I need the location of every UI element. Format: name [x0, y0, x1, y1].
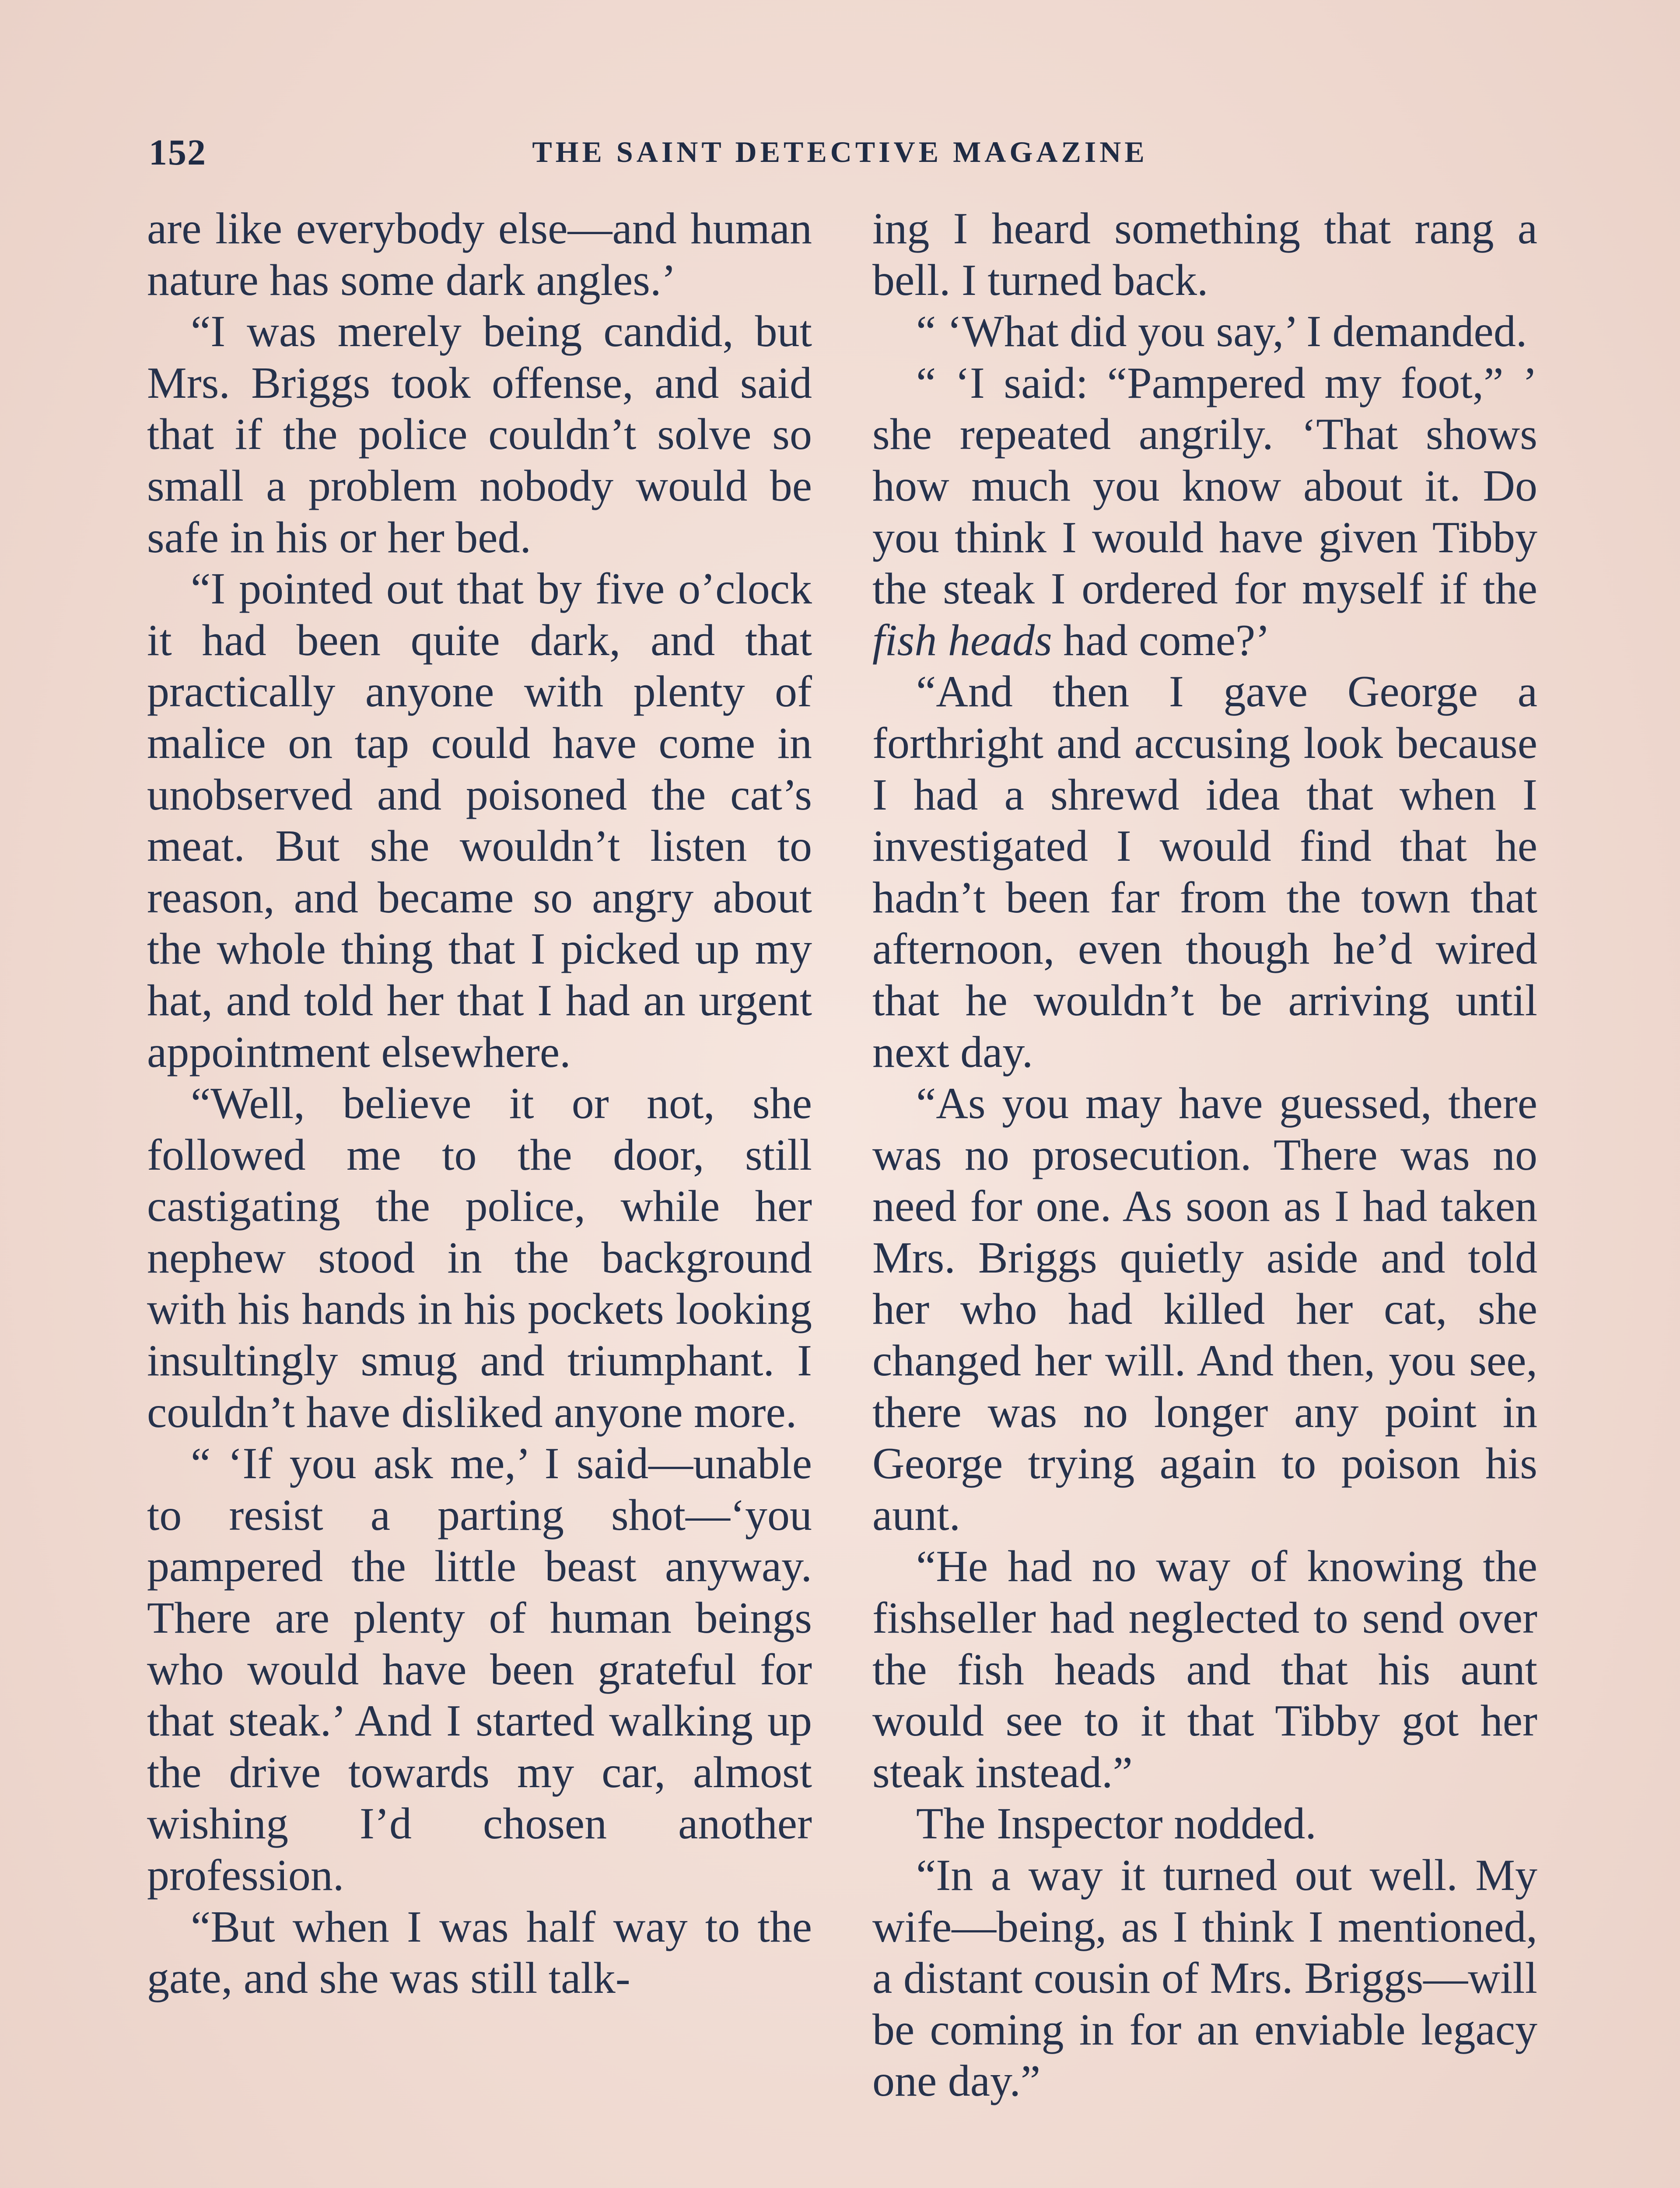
paragraph: ing I heard something that rang a bell. I turned back. [872, 204, 1537, 305]
page-header [149, 131, 1531, 184]
paragraph: “ ‘If you ask me,’ I said—unable to resist a parting shot—‘you pampered the little beast anyway. There are plenty of human beings who would have been grateful for that steak.’ And I started walking up the drive towards my car, almost wishing I’d chosen another profession. [147, 1439, 812, 1900]
page-number: 152 [149, 132, 206, 173]
paragraph: “I was merely being candid, but Mrs. Briggs took offense, and said that if the police couldn’t solve so small a problem nobody would be safe in his or her bed. [147, 307, 812, 562]
italic-phrase: fish heads [872, 615, 1052, 665]
paragraph: “Well, believe it or not, she followed me to the door, still castigating the police, while her nephew stood in the background with his hands in his pockets looking insultingly smug and triumphant. I couldn’t have disliked anyone more. [147, 1079, 812, 1437]
paragraph [872, 358, 1537, 666]
paragraph: “ ‘What did you say,’ I demanded. [916, 307, 1527, 357]
running-head: THE SAINT DETECTIVE MAGAZINE [532, 135, 1148, 168]
paragraph: “And then I gave George a forthright and accusing look because I had a shrewd idea that when I investigated I would find that he hadn’t been far from the town that afternoon, even though he’d wired that he wouldn’t be arriving until next day. [872, 667, 1537, 1077]
paragraph-text: “ ‘I said: “Pampered my foot,” ’ she repeated angrily. ‘That shows how much you know about it. Do you think I would have given Tibby the steak I ordered for myself if the [872, 358, 1537, 614]
paragraph-text: had come?’ [1063, 615, 1270, 665]
paragraph: “He had no way of knowing the fishseller had neglected to send over the fish heads and that his aunt would see to it that Tibby got her steak instead.” [872, 1542, 1537, 1797]
paragraph: The Inspector nodded. [916, 1799, 1316, 1849]
right-column [872, 203, 1537, 2107]
paragraph: “But when I was half way to the gate, and she was still talk- [147, 1902, 812, 2003]
paragraph: “In a way it turned out well. My wife—being, as I think I mentioned, a distant cousin of Mrs. Briggs—will be coming in for an enviable legacy one day.” [872, 1851, 1537, 2106]
paragraph: “As you may have guessed, there was no prosecution. There was no need for one. As soon as I had taken Mrs. Briggs quietly aside and told her who had killed her cat, she changed her will. And then, you see, there was no longer any point in George trying again to poison his aunt. [872, 1079, 1537, 1540]
paragraph: “I pointed out that by five o’clock it had been quite dark, and that practically anyone with plenty of malice on tap could have come in unobserved and poisoned the cat’s meat. But she wouldn’t listen to reason, and became so angry about the whole thing that I picked up my hat, and told her that I had an urgent appointment elsewhere. [147, 564, 812, 1077]
left-column [147, 203, 812, 2004]
paragraph: are like everybody else—and human nature has some dark angles.’ [147, 204, 812, 305]
